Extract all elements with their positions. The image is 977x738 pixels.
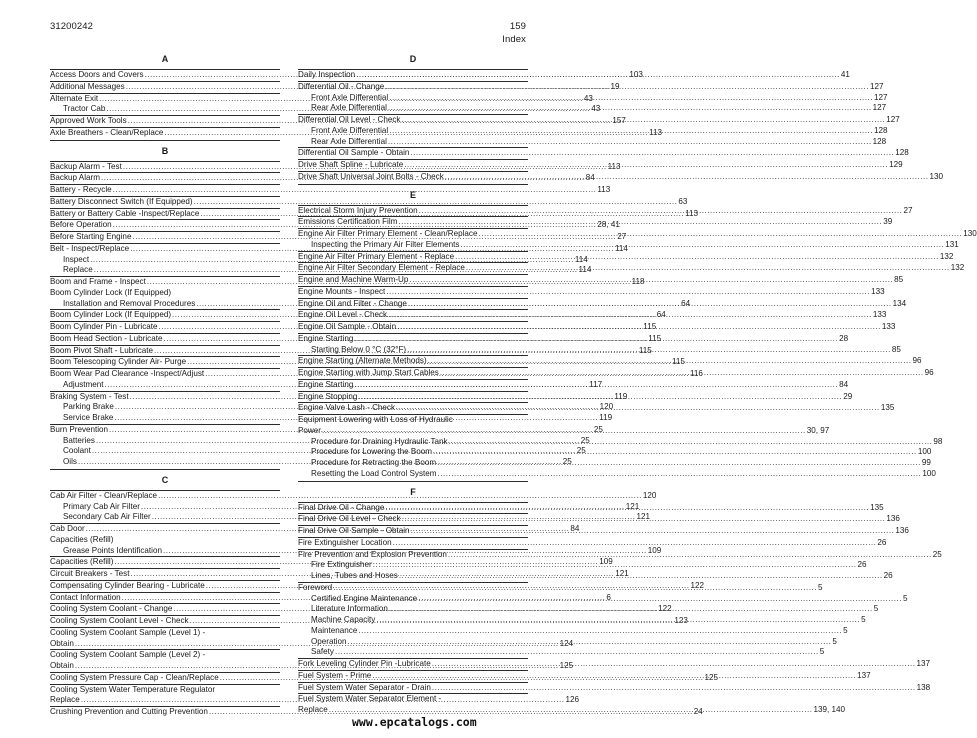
index-subentry[interactable] xyxy=(298,136,887,148)
entry-page-number[interactable]: 136 xyxy=(895,526,909,535)
entry-page-number[interactable]: 131 xyxy=(945,239,959,249)
entry-page-number[interactable]: 5 xyxy=(902,593,908,603)
dot-leader xyxy=(404,160,888,171)
dot-leader xyxy=(401,115,885,126)
dot-leader xyxy=(438,469,922,480)
entry-page-number[interactable]: 132 xyxy=(939,251,954,261)
entry-page-number[interactable]: 19 xyxy=(610,81,620,91)
entry-title: Inspecting the Primary Air Filter Elements xyxy=(311,239,460,249)
dot-leader xyxy=(411,526,895,537)
entry-title: Foreword xyxy=(298,582,333,592)
entry-page-number[interactable]: 121 xyxy=(625,501,640,511)
dot-leader xyxy=(448,550,932,561)
entry-page-number[interactable]: 120 xyxy=(599,402,614,412)
dot-leader xyxy=(419,206,903,217)
document-number: 31200242 xyxy=(50,21,94,32)
entry-page-number[interactable]: 125 xyxy=(559,661,574,670)
dot-leader xyxy=(354,380,838,391)
entry-title-line1: Equipment Lowering with Loss of Hydraulic xyxy=(298,415,453,424)
entry-title: Operation xyxy=(311,636,347,646)
entry-title: Rear Axle Differential xyxy=(311,103,387,113)
entry-title: Engine Starting xyxy=(298,333,354,343)
entry-title: Replace xyxy=(298,705,328,714)
entry-title: Engine Stopping xyxy=(298,391,358,401)
entry-title-line1: Cooling System Coolant Sample (Level 1) - xyxy=(50,627,206,637)
entry-page-number[interactable]: 135 xyxy=(880,403,895,413)
entry-page-number[interactable]: 128 xyxy=(872,136,887,146)
entry-title: Boom Head Section - Lubricate xyxy=(50,333,163,343)
entry-page-number[interactable]: 117 xyxy=(589,379,603,389)
entry-page-number[interactable]: 84 xyxy=(585,173,595,183)
entry-page-number[interactable]: 125 xyxy=(704,672,718,682)
section-letter: A xyxy=(161,54,169,64)
entry-title: Obtain xyxy=(50,661,74,670)
entry-page-number[interactable]: 137 xyxy=(916,659,931,668)
entry-page-number[interactable]: 64 xyxy=(681,298,691,308)
entry-title: Cab Door xyxy=(50,524,85,533)
dot-leader xyxy=(402,514,886,525)
index-entry[interactable] xyxy=(50,535,280,546)
section-letter: D xyxy=(409,54,417,64)
index-entry[interactable] xyxy=(298,147,909,159)
entry-page-number[interactable]: 100 xyxy=(922,468,936,478)
entry-title: Obtain xyxy=(50,638,74,648)
entry-title: Replace xyxy=(63,265,93,275)
entry-title: Tractor Cab xyxy=(63,104,106,114)
entry-page-number[interactable]: 114 xyxy=(614,243,628,253)
entry-title: Secondary Cab Air Filter xyxy=(63,512,151,522)
entry-title: Belt - Inspect/Replace xyxy=(50,243,130,253)
entry-title: Fire Extinguisher Location xyxy=(298,537,392,547)
dot-leader xyxy=(389,604,873,615)
entry-title: Power xyxy=(298,425,321,435)
watermark-url: www.epcatalogs.com xyxy=(352,715,477,729)
entry-page-number[interactable]: 134 xyxy=(892,298,907,308)
entry-page-number[interactable]: 29 xyxy=(843,391,853,401)
section-title: Index xyxy=(502,34,526,45)
dot-leader xyxy=(410,148,894,159)
entry-title: Installation and Removal Procedures xyxy=(63,298,196,308)
dot-leader xyxy=(358,626,842,637)
dot-leader xyxy=(449,437,933,448)
index-subentry[interactable] xyxy=(298,647,825,658)
index-subentry[interactable] xyxy=(298,468,936,480)
entry-title: Fork Leveling Cylinder Pin -Lubricate xyxy=(298,659,431,668)
entry-page-number[interactable]: 128 xyxy=(874,125,888,135)
index-entry[interactable] xyxy=(298,286,885,298)
entry-page-number[interactable]: 127 xyxy=(872,103,887,113)
index-entry[interactable] xyxy=(298,537,887,549)
entry-page-number[interactable]: 113 xyxy=(649,127,663,137)
entry-title: Before Starting Engine xyxy=(50,232,132,241)
entry-page-number[interactable]: 5 xyxy=(832,636,837,646)
dot-leader xyxy=(407,345,891,356)
entry-title-line1: Fuel System Water Separator Element - xyxy=(298,694,442,704)
entry-title: Cab Air Filter - Clean/Replace xyxy=(50,490,158,500)
dot-leader xyxy=(460,240,944,251)
dot-leader xyxy=(385,503,869,514)
entry-page-number[interactable]: 43 xyxy=(591,104,601,114)
entry-page-number[interactable]: 116 xyxy=(689,369,703,378)
dot-leader xyxy=(335,647,819,658)
entry-page-number[interactable]: 120 xyxy=(642,490,657,500)
entry-title: Engine Oil and Filter - Change xyxy=(298,298,407,308)
entry-title: Engine Starting (Alternate Methods) xyxy=(298,356,427,366)
entry-title: Circuit Breakers - Test xyxy=(50,569,130,578)
entry-title: Boom and Frame - Inspect xyxy=(50,277,146,286)
entry-title: Literature Information xyxy=(311,604,388,614)
entry-page-number[interactable]: 5 xyxy=(843,625,848,635)
entry-page-number[interactable]: 25 xyxy=(932,549,942,559)
entry-title: Drive Shaft Spline - Lubricate xyxy=(298,160,404,169)
section-letter: E xyxy=(409,189,416,200)
entry-page-number[interactable]: 5 xyxy=(819,647,825,657)
entry-page-number[interactable]: 127 xyxy=(874,92,888,102)
entry-page-number[interactable]: 98 xyxy=(933,436,943,446)
entry-title: Fuel System - Prime xyxy=(298,670,372,680)
entry-page-number[interactable]: 115 xyxy=(643,322,657,331)
entry-title: Engine Oil Level - Check xyxy=(298,310,388,320)
entry-page-number[interactable]: 24 xyxy=(693,707,703,716)
entry-title: Emissions Certification Film xyxy=(298,217,398,227)
entry-title: Procedure for Lowering the Boom xyxy=(311,447,433,457)
dot-leader xyxy=(348,637,832,648)
section-letter: C xyxy=(161,474,169,485)
entry-title: Engine Air Filter Primary Element - Clean/Replace xyxy=(298,229,478,238)
entry-page-number[interactable]: 121 xyxy=(615,569,629,578)
entry-title: Additional Messages xyxy=(50,81,125,91)
dot-leader xyxy=(396,403,880,414)
entry-title: Daily Inspection xyxy=(298,70,356,79)
entry-title: Differential Oil Sample - Obtain xyxy=(298,148,410,158)
entry-page-number[interactable]: 103 xyxy=(629,70,643,79)
entry-title: Cooling System Coolant - Change xyxy=(50,604,173,614)
entry-page-number[interactable]: 5 xyxy=(861,615,866,624)
entry-title: Fire Prevention and Explosion Prevention xyxy=(298,549,447,559)
entry-title: Primary Cab Air Filter xyxy=(63,501,140,511)
entry-title: Before Operation xyxy=(50,220,112,230)
entry-title: Safety xyxy=(311,647,334,657)
entry-title: Final Drive Oil Level - Check xyxy=(298,514,401,524)
entry-page-number[interactable]: 135 xyxy=(870,502,884,512)
entry-page-number[interactable]: 26 xyxy=(877,537,887,547)
entry-title: Replace xyxy=(50,695,80,705)
entry-page-number[interactable]: 43 xyxy=(583,93,593,103)
entry-title: Differential Oil - Change xyxy=(298,81,385,91)
entry-title: Boom Wear Pad Clearance -Inspect/Adjust xyxy=(50,369,205,378)
entry-title: Boom Cylinder Lock (If Equipped) xyxy=(50,310,172,320)
entry-page-number[interactable]: 133 xyxy=(881,322,896,331)
entry-page-number[interactable]: 84 xyxy=(570,524,580,533)
entry-title: Boom Cylinder Lock (If Equipped) xyxy=(50,287,172,297)
entry-page-number[interactable]: 41 xyxy=(840,70,850,79)
entry-page-number[interactable]: 114 xyxy=(578,265,592,275)
entry-title: Differential Oil Level - Check xyxy=(298,115,401,124)
dot-leader xyxy=(437,458,921,469)
entry-page-number[interactable]: 5 xyxy=(873,604,879,614)
entry-title: Lines, Tubes and Hoses xyxy=(311,571,398,580)
entry-title: Fire Extinguisher xyxy=(311,560,372,570)
index-subentry[interactable] xyxy=(298,625,848,637)
entry-title: Battery - Recycle xyxy=(50,185,112,194)
entry-title: Battery Disconnect Switch (If Equipped) xyxy=(50,196,193,206)
entry-title: Coolant xyxy=(63,446,91,456)
dot-leader xyxy=(478,229,962,240)
entry-title: Boom Pivot Shaft - Lubricate xyxy=(50,345,154,355)
dot-leader xyxy=(428,356,912,367)
dot-leader xyxy=(455,252,939,263)
entry-title: Fuel System Water Separator - Drain xyxy=(298,682,431,692)
dot-leader xyxy=(388,137,872,148)
entry-page-number[interactable]: 136 xyxy=(886,514,900,524)
entry-title: Engine and Machine Warm-Up xyxy=(298,275,409,284)
entry-title: Drive Shaft Universal Joint Bolts - Check xyxy=(298,171,444,181)
dot-leader xyxy=(389,126,873,137)
index-entry[interactable] xyxy=(298,682,931,694)
dot-leader xyxy=(418,594,902,605)
dot-leader xyxy=(322,426,806,437)
entry-title: Oils xyxy=(63,457,77,466)
entry-page-number[interactable]: 126 xyxy=(565,695,579,705)
entry-page-number[interactable]: 124 xyxy=(559,638,574,648)
entry-title: Braking System - Test xyxy=(50,391,129,401)
entry-title: Alternate Exit xyxy=(50,93,99,103)
entry-title: Crushing Prevention and Cutting Prevention xyxy=(50,707,208,716)
entry-page-number[interactable]: 121 xyxy=(636,512,651,522)
entry-title: Burn Prevention xyxy=(50,424,109,434)
entry-title: Starting Below 0 °C (32°F) xyxy=(311,344,407,354)
section-letter: B xyxy=(161,145,169,156)
entry-page-number[interactable]: 113 xyxy=(607,161,621,171)
entry-title: Adjustment xyxy=(63,379,104,389)
entry-page-number[interactable]: 26 xyxy=(883,571,893,580)
dot-leader xyxy=(398,217,882,228)
dot-leader xyxy=(388,310,872,321)
entry-title: Capacities (Refill) xyxy=(50,557,114,567)
entry-page-number[interactable]: 100 xyxy=(917,447,932,457)
entry-page-number[interactable]: 139, 140 xyxy=(813,705,845,714)
entry-page-number[interactable]: 30, 97 xyxy=(806,425,830,435)
entry-page-number[interactable]: 109 xyxy=(599,557,613,567)
dot-leader xyxy=(388,103,872,114)
entry-page-number[interactable]: 27 xyxy=(903,205,913,215)
entry-title: Cooling System Pressure Cap - Clean/Replace xyxy=(50,672,219,682)
index-entry[interactable] xyxy=(50,196,688,208)
entry-page-number[interactable]: 115 xyxy=(638,345,652,355)
entry-page-number[interactable]: 63 xyxy=(678,196,688,206)
entry-title-line1: Cooling System Coolant Sample (Level 2) - xyxy=(50,650,206,660)
dot-leader xyxy=(356,70,840,81)
entry-title: Axle Breathers - Clean/Replace xyxy=(50,127,164,137)
section-letter: F xyxy=(410,486,416,497)
entry-title: Parking Brake xyxy=(63,402,114,412)
dot-leader xyxy=(445,172,929,183)
entry-title: Front Axle Differential xyxy=(311,125,389,135)
entry-title: Machine Capacity xyxy=(311,615,376,624)
entry-title: Service Brake xyxy=(63,413,114,422)
entry-page-number[interactable]: 96 xyxy=(924,368,934,377)
entry-page-number[interactable]: 115 xyxy=(648,333,662,343)
entry-page-number[interactable]: 157 xyxy=(612,116,626,125)
entry-title: Cooling System Coolant Level - Check xyxy=(50,616,189,625)
dot-leader xyxy=(372,671,856,682)
index-entry[interactable] xyxy=(50,184,611,196)
index-entry[interactable] xyxy=(50,490,657,502)
dot-leader xyxy=(333,580,817,594)
entry-page-number[interactable]: 133 xyxy=(872,310,887,320)
dot-leader xyxy=(358,392,842,403)
entry-page-number[interactable]: 84 xyxy=(839,379,849,389)
entry-title: Engine Mounts - Inspect xyxy=(298,286,386,296)
entry-page-number[interactable]: 133 xyxy=(871,286,885,296)
entry-title: Maintenance xyxy=(311,625,358,635)
entry-title: Engine Air Filter Primary Element - Replace xyxy=(298,251,455,261)
dot-leader xyxy=(385,82,869,93)
entry-title: Contact Information xyxy=(50,592,121,602)
entry-page-number[interactable]: 123 xyxy=(674,616,688,625)
entry-title: Final Drive Oil Sample - Obtain xyxy=(298,526,410,535)
entry-page-number[interactable]: 119 xyxy=(614,391,628,401)
entry-page-number[interactable]: 28, 41 xyxy=(597,220,620,230)
entry-title: Engine Starting xyxy=(298,379,354,389)
dot-leader xyxy=(373,560,857,571)
entry-title: Boom Cylinder Pin - Lubricate xyxy=(50,322,158,331)
entry-page-number[interactable]: 132 xyxy=(950,263,965,273)
dot-leader xyxy=(466,263,950,274)
entry-page-number[interactable]: 138 xyxy=(916,682,931,692)
entry-page-number[interactable]: 25 xyxy=(576,446,586,456)
entry-title: Procedure for Draining Hydraulic Tank xyxy=(311,436,448,446)
index-subentry[interactable] xyxy=(298,593,908,605)
entry-title: Front Axle Differential xyxy=(311,92,389,102)
entry-title: Boom Telescoping Cylinder Air- Purge xyxy=(50,357,187,367)
entry-page-number[interactable]: 113 xyxy=(597,185,611,194)
entry-title: Final Drive Oil - Change xyxy=(298,502,385,512)
entry-title: Procedure for Retracting the Boom xyxy=(311,458,437,467)
entry-title: Engine Air Filter Secondary Element - Replace xyxy=(298,263,465,273)
dot-leader xyxy=(376,615,860,626)
entry-page-number[interactable]: 115 xyxy=(671,357,685,367)
entry-title: Engine Oil Sample - Obtain xyxy=(298,322,397,331)
dot-leader xyxy=(433,447,917,458)
entry-page-number[interactable]: 26 xyxy=(857,560,867,570)
entry-page-number[interactable]: 118 xyxy=(631,277,645,286)
entry-page-number[interactable]: 109 xyxy=(647,545,662,555)
entry-page-number[interactable]: 6 xyxy=(606,592,611,602)
entry-page-number[interactable]: 25 xyxy=(593,424,603,434)
entry-page-number[interactable]: 127 xyxy=(886,115,900,124)
entry-page-number[interactable]: 129 xyxy=(889,160,903,169)
entry-page-number[interactable]: 128 xyxy=(895,148,909,158)
dot-leader xyxy=(432,659,916,670)
entry-page-number[interactable]: 25 xyxy=(562,457,572,466)
entry-page-number[interactable]: 137 xyxy=(857,670,871,680)
entry-page-number[interactable]: 119 xyxy=(599,413,613,422)
entry-page-number[interactable]: 114 xyxy=(574,254,588,264)
dot-leader xyxy=(440,368,924,379)
index-entry[interactable] xyxy=(50,288,280,299)
entry-page-number[interactable]: 96 xyxy=(912,356,922,366)
entry-title: Compensating Cylinder Bearing - Lubricate xyxy=(50,580,205,590)
entry-title: Rear Axle Differential xyxy=(311,136,387,146)
entry-page-number[interactable]: 130 xyxy=(929,171,944,181)
entry-title: Certified Engine Maintenance xyxy=(311,593,418,603)
dot-leader xyxy=(397,322,881,333)
entry-title-line1: Cooling System Water Temperature Regulator xyxy=(50,684,216,694)
dot-leader xyxy=(393,538,877,549)
entry-title: Resetting the Load Control System xyxy=(311,468,437,478)
entry-title: Batteries xyxy=(63,435,95,445)
dot-leader xyxy=(354,334,838,345)
entry-page-number[interactable]: 28 xyxy=(839,333,849,343)
entry-page-number[interactable]: 122 xyxy=(690,580,705,590)
entry-title: Approved Work Tools xyxy=(50,116,127,125)
entry-title: Engine Starting with Jump Start Cables xyxy=(298,368,439,377)
entry-title: Electrical Storm Injury Prevention xyxy=(298,205,418,215)
entry-page-number[interactable]: 130 xyxy=(963,229,977,238)
dot-leader xyxy=(386,287,870,298)
entry-page-number[interactable]: 25 xyxy=(580,435,590,445)
entry-page-number[interactable]: 85 xyxy=(891,344,901,354)
dot-leader xyxy=(409,275,893,286)
entry-title: Access Doors and Covers xyxy=(50,70,144,79)
entry-title: Backup Alarm - Test xyxy=(50,161,122,171)
entry-page-number[interactable]: 122 xyxy=(658,604,672,614)
entry-page-number[interactable]: 99 xyxy=(921,458,931,467)
entry-page-number[interactable]: 85 xyxy=(894,275,904,284)
entry-title: Backup Alarm xyxy=(50,173,100,183)
dot-leader xyxy=(432,683,916,694)
entry-page-number[interactable]: 5 xyxy=(817,582,823,592)
entry-page-number[interactable]: 127 xyxy=(870,81,884,91)
entry-title: Engine Valve Lash - Check xyxy=(298,403,396,413)
entry-page-number[interactable]: 64 xyxy=(656,310,666,320)
entry-title: Inspect xyxy=(63,254,90,264)
entry-page-number[interactable]: 39 xyxy=(883,217,893,227)
dot-leader xyxy=(399,571,883,582)
entry-title: Battery or Battery Cable -Inspect/Replace xyxy=(50,208,200,218)
entry-page-number[interactable]: 27 xyxy=(617,232,627,241)
entry-title: Grease Points Identification xyxy=(63,545,162,555)
entry-page-number[interactable]: 113 xyxy=(685,208,699,218)
entry-title: Capacities (Refill) xyxy=(50,534,114,544)
dot-leader xyxy=(389,93,873,104)
dot-leader xyxy=(408,299,892,310)
page-number: 159 xyxy=(509,21,526,32)
